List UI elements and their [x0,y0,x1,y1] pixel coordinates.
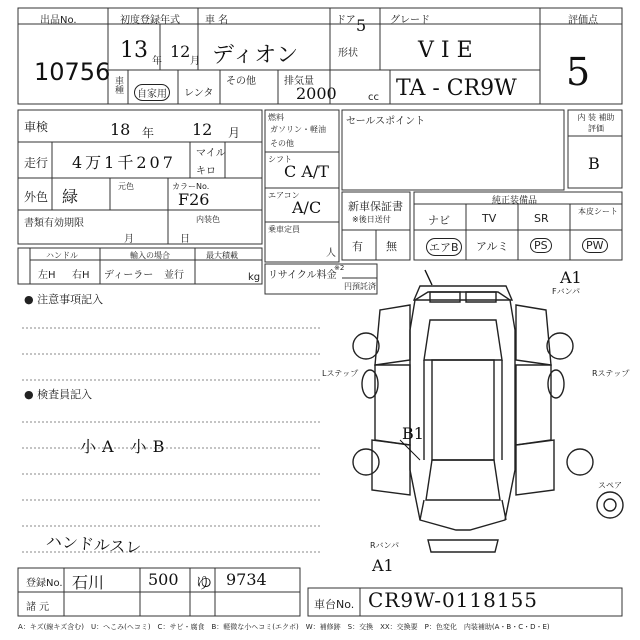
import-dealer: ディーラー [104,270,154,281]
fuel-options: ガソリン・軽油 [270,125,326,134]
damage-mark-front: A1 [560,268,582,287]
damage-legend: A：キズ(線キズ含む) U：へこみ(ヘコミ) C：サビ・腐食 B：軽微な小ヘコミ(エクボ) W：補修跡 S：交換 XX：交換要 P：色変化 内装補助(A・B・C・D・E) [18,623,550,631]
car-name: ディオン [212,43,299,68]
equip-ps: PS [530,238,552,253]
import-parallel: 並行 [164,270,184,281]
rear-bumper-label: Rバンパ [370,541,399,550]
door-label: ドア [336,15,356,26]
capacity-unit: 人 [326,248,336,259]
rating-label: 評価点 [568,15,598,26]
inspector-note-1: 小A 小B [80,437,171,456]
first-reg-year: 13 [120,38,148,63]
equip-tv: TV [482,212,497,225]
equip-leather: 本皮シート [578,207,618,216]
reg-class: 500 [148,570,179,589]
reg-kana: ゆ [196,573,213,592]
month-unit: 月 [190,56,200,67]
reg-label: 登録No. [26,578,63,589]
chassis-code: TA - CR9W [396,76,517,101]
shaken-year-unit: 年 [142,126,155,140]
equip-sr: SR [534,212,549,225]
color-no-label: カラーNo. [172,182,210,191]
doc-day: 日 [180,234,190,245]
spare-label: スペア [598,481,622,490]
use-label: 車種 [113,76,123,94]
rating-value: 5 [566,50,591,94]
warranty-yes: 有 [352,240,363,253]
capacity-label: 乗車定員 [268,225,300,234]
shift-value: C A/T [284,162,329,181]
km-label: キロ [196,166,216,177]
doc-month: 月 [124,234,134,245]
lot-no: 10756 [34,58,111,86]
handle-left: 左H [38,270,56,281]
warranty-label: 新車保証書 [348,200,403,213]
right-step-label: Rステップ [592,369,630,378]
fuel-label: 燃料 [268,113,284,122]
reg-number: 9734 [226,570,267,589]
equipment-label: 純正装備品 [492,196,538,206]
equip-alloy: アルミ [476,240,509,253]
equip-nav: ナビ [428,214,450,227]
recycle-label: リサイクル料金 [268,270,337,281]
warranty-no: 無 [386,240,397,253]
damage-mark-rear: A1 [372,556,394,575]
caution-label: ● 注意事項記入 [24,293,104,306]
warranty-sub: ※後日送付 [352,215,391,224]
max-load-label: 最大積載 [206,251,238,260]
use-other-label: その他 [226,76,256,87]
displacement-value: 2000 [296,84,337,103]
year-unit: 年 [152,56,162,67]
first-reg-month: 12 [170,42,191,61]
recycle-note: ※2 [334,264,345,272]
chassis-label: 車台No. [314,598,355,611]
doc-label: 書類有効期限 [24,218,84,229]
interior-color-label: 内装色 [196,215,220,224]
lot-no-label: 出品No. [40,15,77,26]
shaken-month: 12 [192,120,213,139]
recycle-paid: 円預託済 [344,282,376,291]
first-reg-label: 初度登録年式 [120,15,180,26]
aircon-label: エアコン [268,191,300,200]
fuel-other: その他 [270,139,294,148]
inspector-label: ● 検査員記入 [24,388,93,401]
shift-label: シフト [268,155,292,164]
mile-label: マイル [196,148,226,159]
cc-unit: cc [368,92,379,103]
car-diagram [353,270,623,552]
grade-value: V I E [418,38,473,63]
car-name-label: 車 名 [205,15,229,26]
shaken-year: 18 [110,120,131,139]
reg-area: 石川 [72,573,105,592]
max-load-unit: kg [248,272,261,283]
color-label: 外色 [24,190,49,204]
color-no-value: F26 [178,190,210,209]
mileage-label: 走行 [24,156,49,170]
sales-point-label: セールスポイント [346,116,426,127]
shaken-label: 車検 [24,120,49,134]
handle-right: 右H [72,270,90,281]
inspector-note-2: ハンドルスレ [45,531,143,558]
interior-label: 内 装 補助評価 [577,113,615,133]
use-private: 自家用 [134,84,170,101]
orig-color-label: 元色 [118,182,134,191]
misc-label: 諸 元 [26,602,50,613]
aircon-value: A/C [292,198,322,217]
color-value: 緑 [62,187,79,206]
shaken-month-unit: 月 [228,126,241,140]
chassis-number: CR9W-0118155 [368,588,539,612]
left-step-label: Lステップ [322,369,359,378]
interior-grade: B [588,154,600,173]
handle-label: ハンドル [46,251,78,260]
doors: 5 [356,16,367,35]
mileage-value: 4万1千207 [72,153,176,172]
equip-airbag: エアB [426,238,462,256]
use-rental: レンタ [184,88,214,99]
displacement-label: 排気量 [284,76,314,87]
model-label: 形状 [338,48,358,59]
import-label: 輸入の場合 [130,251,170,260]
equip-pw: PW [582,238,608,253]
damage-mark-side: B1 [402,424,424,443]
front-bumper-label: Fバンパ [552,287,581,296]
grade-label: グレード [390,15,430,26]
